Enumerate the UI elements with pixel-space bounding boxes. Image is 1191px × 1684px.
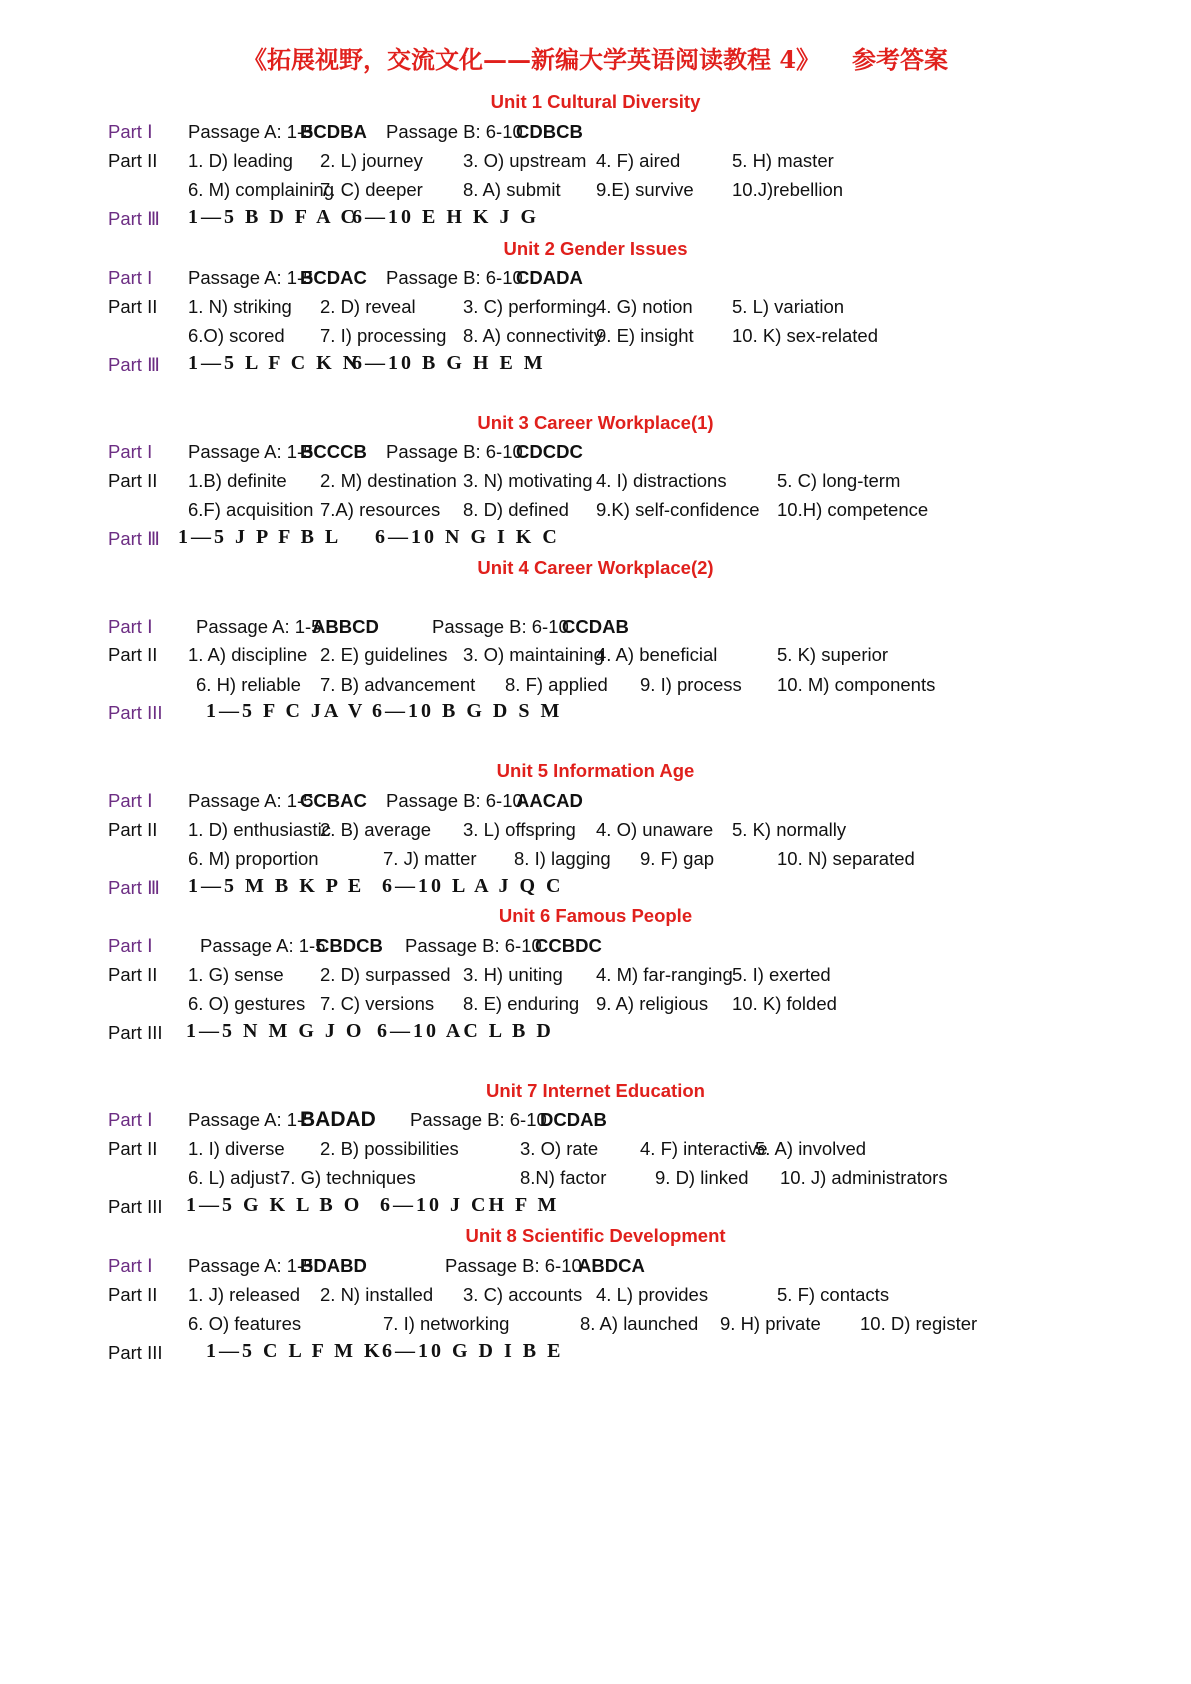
vocab-answer: 5. L) variation (732, 296, 845, 317)
unit-heading: Unit 7 Internet Education (486, 1080, 705, 1101)
vocab-answer: 9.K) self-confidence (596, 499, 760, 520)
part-3-row (0, 527, 1191, 557)
passage-a-label: Passage A: 1-5 (188, 441, 314, 462)
part-2-row (0, 498, 1191, 528)
passage-a-label: Passage A: 1-5 (188, 1255, 314, 1276)
vocab-answer: 2. D) reveal (320, 296, 416, 317)
part-1-row (0, 266, 1191, 296)
passage-a-answers: CCBAC (300, 790, 367, 811)
passage-b-answers: CDBCB (516, 121, 583, 142)
answers-1-5: 1—5 G K L B O (186, 1194, 363, 1216)
passage-a-answers: BCCCB (300, 441, 367, 462)
passage-a-label: Passage A: 1-5 (188, 1109, 314, 1130)
part-label: Part II (108, 644, 158, 665)
part-1-row (0, 789, 1191, 819)
vocab-answer: 1. D) leading (188, 150, 293, 171)
vocab-answer: 8. A) submit (463, 179, 561, 200)
vocab-answer: 3. O) upstream (463, 150, 587, 171)
part-2-row (0, 324, 1191, 354)
vocab-answer: 3. C) performing (463, 296, 597, 317)
vocab-answer: 8. E) enduring (463, 993, 580, 1014)
vocab-answer: 1.B) definite (188, 470, 287, 491)
vocab-answer: 2. L) journey (320, 150, 423, 171)
answers-6-10: 6—10 B G D S M (372, 700, 563, 722)
vocab-answer: 3. O) maintaining (463, 644, 604, 665)
part-2-row (0, 295, 1191, 325)
vocab-answer: 7.A) resources (320, 499, 441, 520)
vocab-answer: 2. D) surpassed (320, 964, 451, 985)
part-2-row (0, 1283, 1191, 1313)
vocab-answer: 10. N) separated (777, 848, 915, 869)
part-label: Part Ⅰ (108, 121, 153, 142)
vocab-answer: 4. F) interactive (640, 1138, 768, 1159)
passage-a-answers: BCDAC (300, 267, 367, 288)
unit-heading: Unit 8 Scientific Development (465, 1225, 726, 1246)
part-label: Part Ⅰ (108, 790, 153, 811)
part-1-row (0, 120, 1191, 150)
vocab-answer: 4. M) far-ranging (596, 964, 733, 985)
part-2-row (0, 643, 1191, 673)
part-label: Part Ⅰ (108, 1255, 153, 1276)
vocab-answer: 3. N) motivating (463, 470, 593, 491)
passage-b-label: Passage B: 6-10 (405, 935, 542, 956)
vocab-answer: 2. N) installed (320, 1284, 434, 1305)
part-2-row (0, 178, 1191, 208)
part-1-row (0, 1254, 1191, 1284)
vocab-answer: 6.O) scored (188, 325, 285, 346)
vocab-answer: 4. O) unaware (596, 819, 714, 840)
unit-heading: Unit 5 Information Age (496, 760, 695, 781)
passage-a-label: Passage A: 1-5 (188, 121, 314, 142)
vocab-answer: 5. A) involved (755, 1138, 867, 1159)
passage-b-label: Passage B: 6-10 (410, 1109, 547, 1130)
part-2-row (0, 1312, 1191, 1342)
part-label: Part III (108, 1196, 163, 1217)
part-label: Part III (108, 1342, 163, 1363)
vocab-answer: 1. D) enthusiastic (188, 819, 331, 840)
vocab-answer: 10.H) competence (777, 499, 929, 520)
passage-b-label: Passage B: 6-10 (386, 121, 523, 142)
vocab-answer: 2. M) destination (320, 470, 457, 491)
passage-b-answers: CDCDC (516, 441, 583, 462)
answers-6-10: 6—10 N G I K C (375, 526, 560, 548)
part-3-row (0, 1341, 1191, 1371)
vocab-answer: 3. L) offspring (463, 819, 576, 840)
vocab-answer: 7. J) matter (383, 848, 477, 869)
part-3-row (0, 1195, 1191, 1225)
part-2-row (0, 1166, 1191, 1196)
passage-b-answers: DCDAB (540, 1109, 607, 1130)
vocab-answer: 6. M) proportion (188, 848, 319, 869)
vocab-answer: 4. G) notion (596, 296, 693, 317)
part-label: Part II (108, 296, 158, 317)
passage-a-answers: CBDCB (316, 935, 383, 956)
vocab-answer: 5. F) contacts (777, 1284, 890, 1305)
vocab-answer: 8.N) factor (520, 1167, 607, 1188)
answers-6-10: 6—10 B G H E M (352, 352, 546, 374)
part-label: Part I (108, 267, 153, 288)
part-label: Part Ⅰ (108, 935, 153, 956)
passage-b-label: Passage B: 6-10 (386, 441, 523, 462)
answers-1-5: 1—5 C L F M K (206, 1340, 383, 1362)
vocab-answer: 6. H) reliable (196, 674, 301, 695)
vocab-answer: 4. F) aired (596, 150, 681, 171)
unit-heading: Unit 1 Cultural Diversity (490, 91, 701, 112)
part-1-row (0, 440, 1191, 470)
vocab-answer: 2. E) guidelines (320, 644, 448, 665)
part-3-row (0, 207, 1191, 237)
passage-a-answers: BADAD (300, 1108, 376, 1131)
vocab-answer: 9.E) survive (596, 179, 694, 200)
vocab-answer: 4. A) beneficial (596, 644, 718, 665)
vocab-answer: 3. O) rate (520, 1138, 599, 1159)
part-2-row (0, 992, 1191, 1022)
vocab-answer: 5. I) exerted (732, 964, 831, 985)
unit-heading: Unit 6 Famous People (498, 905, 693, 926)
passage-a-answers: BCDBA (300, 121, 367, 142)
vocab-answer: 9. A) religious (596, 993, 709, 1014)
vocab-answer: 8. A) connectivity (463, 325, 603, 346)
answers-6-10: 6—10 AC L B D (377, 1020, 554, 1042)
vocab-answer: 7. I) networking (383, 1313, 510, 1334)
passage-b-label: Passage B: 6-10 (432, 616, 569, 637)
passage-a-label: Passage A: 1-5 (188, 790, 314, 811)
vocab-answer: 10. K) sex-related (732, 325, 879, 346)
vocab-answer: 7. B) advancement (320, 674, 476, 695)
part-label: Part II (108, 150, 158, 171)
passage-a-answers: BDABD (300, 1255, 367, 1276)
vocab-answer: 4. L) provides (596, 1284, 709, 1305)
vocab-answer: 6.F) acquisition (188, 499, 314, 520)
vocab-answer: 7. C) versions (320, 993, 435, 1014)
vocab-answer: 1. A) discipline (188, 644, 308, 665)
answers-6-10: 6—10 J CH F M (380, 1194, 560, 1216)
part-label: Part II (108, 964, 158, 985)
part-3-row (0, 353, 1191, 383)
part-label: Part II (108, 1284, 158, 1305)
part-label: Part II (108, 1138, 158, 1159)
answers-1-5: 1—5 F C JA V (206, 700, 366, 722)
vocab-answer: 2. B) average (320, 819, 432, 840)
part-label: Part III (108, 702, 163, 723)
page-title (0, 40, 1191, 75)
passage-b-answers: CCDAB (562, 616, 629, 637)
vocab-answer: 8. A) launched (580, 1313, 699, 1334)
answers-6-10: 6—10 E H K J G (352, 206, 540, 228)
vocab-answer: 3. C) accounts (463, 1284, 583, 1305)
passage-a-label: Passage A: 1-5 (200, 935, 326, 956)
vocab-answer: 6. O) features (188, 1313, 302, 1334)
vocab-answer: 9. D) linked (655, 1167, 749, 1188)
vocab-answer: 5. K) normally (732, 819, 847, 840)
vocab-answer: 1. J) released (188, 1284, 301, 1305)
part-label: Part II (108, 470, 158, 491)
part-2-row (0, 1137, 1191, 1167)
passage-b-label: Passage B: 6-10 (445, 1255, 582, 1276)
vocab-answer: 10.J)rebellion (732, 179, 844, 200)
answers-1-5: 1—5 J P F B L (178, 526, 342, 548)
passage-a-label: Passage A: 1-5 (196, 616, 322, 637)
vocab-answer: 8. I) lagging (514, 848, 611, 869)
part-2-row (0, 963, 1191, 993)
part-label: Part III (108, 1022, 163, 1043)
vocab-answer: 9. H) private (720, 1313, 821, 1334)
vocab-answer: 3. H) uniting (463, 964, 563, 985)
unit-heading: Unit 3 Career Workplace(1) (477, 412, 714, 433)
part-3-row (0, 701, 1191, 731)
part-label: Part Ⅲ (108, 354, 160, 375)
vocab-answer: 9. E) insight (596, 325, 694, 346)
vocab-answer: 7. C) deeper (320, 179, 423, 200)
passage-b-answers: ABDCA (578, 1255, 645, 1276)
vocab-answer: 5. C) long-term (777, 470, 901, 491)
vocab-answer: 1. G) sense (188, 964, 284, 985)
answers-1-5: 1—5 B D F A C (188, 206, 358, 228)
part-label: Part II (108, 819, 158, 840)
part-1-row (0, 1108, 1191, 1138)
part-label: Part I (108, 441, 153, 462)
answer-key-label: 参考答案 (852, 45, 949, 74)
part-label: Part Ⅲ (108, 528, 160, 549)
answers-1-5: 1—5 M B K P E (188, 875, 365, 897)
vocab-answer: 6. L) adjust (188, 1167, 280, 1188)
vocab-answer: 2. B) possibilities (320, 1138, 459, 1159)
part-2-row (0, 818, 1191, 848)
vocab-answer: 9. F) gap (640, 848, 715, 869)
vocab-answer: 5. K) superior (777, 644, 889, 665)
answers-1-5: 1—5 N M G J O (186, 1020, 365, 1042)
answers-1-5: 1—5 L F C K N (188, 352, 361, 374)
passage-b-label: Passage B: 6-10 (386, 790, 523, 811)
vocab-answer: 10. K) folded (732, 993, 837, 1014)
part-label: Part Ⅰ (108, 1109, 153, 1130)
vocab-answer: 10. M) components (777, 674, 936, 695)
vocab-answer: 6. M) complaining (188, 179, 335, 200)
part-2-row (0, 673, 1191, 703)
part-2-row (0, 469, 1191, 499)
part-1-row (0, 615, 1191, 645)
vocab-answer: 10. J) administrators (780, 1167, 948, 1188)
vocab-answer: 4. I) distractions (596, 470, 727, 491)
part-1-row (0, 934, 1191, 964)
vocab-answer: 5. H) master (732, 150, 834, 171)
passage-a-answers: ABBCD (312, 616, 379, 637)
answers-6-10: 6—10 G D I B E (382, 1340, 564, 1362)
passage-b-answers: CDADA (516, 267, 583, 288)
passage-b-answers: AACAD (516, 790, 583, 811)
vocab-answer: 6. O) gestures (188, 993, 306, 1014)
vocab-answer: 1. N) striking (188, 296, 292, 317)
part-3-row (0, 1021, 1191, 1051)
vocab-answer: 9. I) process (640, 674, 742, 695)
vocab-answer: 1. I) diverse (188, 1138, 285, 1159)
part-3-row (0, 876, 1191, 906)
part-2-row (0, 847, 1191, 877)
unit-heading: Unit 4 Career Workplace(2) (477, 557, 714, 578)
part-label: Part Ⅲ (108, 208, 160, 229)
passage-a-label: Passage A: 1-5 (188, 267, 314, 288)
passage-b-label: Passage B: 6-10 (386, 267, 523, 288)
unit-heading: Unit 2 Gender Issues (503, 238, 688, 259)
vocab-answer: 8. F) applied (505, 674, 608, 695)
passage-b-answers: CCBDC (535, 935, 602, 956)
answers-6-10: 6—10 L A J Q C (382, 875, 564, 897)
vocab-answer: 10. D) register (860, 1313, 978, 1334)
part-2-row (0, 149, 1191, 179)
part-label: Part Ⅲ (108, 877, 160, 898)
vocab-answer: 8. D) defined (463, 499, 569, 520)
vocab-answer: 7. I) processing (320, 325, 447, 346)
book-title: 《拓展视野，交流文化——新编大学英语阅读教程 4》 (242, 45, 821, 74)
part-label: Part Ⅰ (108, 616, 153, 637)
vocab-answer: 7. G) techniques (280, 1167, 416, 1188)
